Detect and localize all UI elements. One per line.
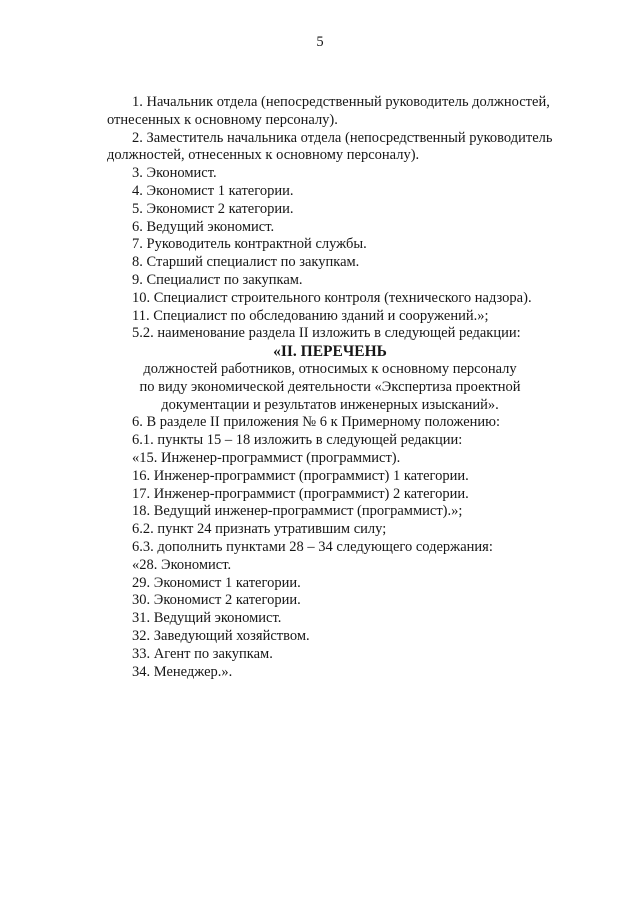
text-line: 6. Ведущий экономист. [132, 218, 275, 235]
text-line: 6.2. пункт 24 признать утратившим силу; [132, 521, 387, 538]
text-line: 5.2. наименование раздела II изложить в следующей редакции: [132, 325, 521, 342]
text-line: «II. ПЕРЕЧЕНЬ [273, 343, 387, 361]
text-line: 33. Агент по закупкам. [132, 645, 273, 662]
text-line: 3. Экономист. [132, 165, 217, 182]
text-line: 5. Экономист 2 категории. [132, 200, 294, 217]
text-line: отнесенных к основному персоналу). [107, 111, 338, 128]
text-line: 6. В разделе II приложения № 6 к Примерному положению: [132, 414, 501, 431]
text-line: 29. Экономист 1 категории. [132, 574, 301, 591]
text-line: 31. Ведущий экономист. [132, 610, 282, 627]
text-line: 9. Специалист по закупкам. [132, 271, 303, 288]
text-line: 17. Инженер-программист (программист) 2 категории. [132, 485, 469, 502]
text-line: документации и результатов инженерных изысканий». [161, 396, 499, 413]
text-line: 7. Руководитель контрактной службы. [132, 236, 367, 253]
text-line: 16. Инженер-программист (программист) 1 категории. [132, 467, 469, 484]
text-line: должностей работников, относимых к основному персоналу [143, 360, 517, 377]
document-body [107, 94, 553, 681]
text-line: «15. Инженер-программист (программист). [132, 449, 401, 466]
text-line: 18. Ведущий инженер-программист (программист).»; [132, 503, 463, 520]
page-number: 5 [316, 34, 324, 50]
text-line: 8. Старший специалист по закупкам. [132, 254, 360, 271]
text-line: по виду экономической деятельности «Экспертиза проектной [139, 378, 521, 395]
text-line: 10. Специалист строительного контроля (технического надзора). [132, 289, 532, 306]
text-line: 32. Заведующий хозяйством. [132, 627, 310, 644]
text-line: 4. Экономист 1 категории. [132, 182, 294, 199]
text-line: 6.1. пункты 15 – 18 изложить в следующей редакции: [132, 432, 463, 449]
text-line: 6.3. дополнить пунктами 28 – 34 следующего содержания: [132, 538, 493, 555]
text-line: 34. Менеджер.». [132, 663, 233, 680]
text-line: 30. Экономист 2 категории. [132, 592, 301, 609]
text-line: 1. Начальник отдела (непосредственный руководитель должностей, [132, 94, 550, 110]
text-line: должностей, отнесенных к основному персоналу). [107, 147, 420, 164]
text-line: «28. Экономист. [132, 556, 232, 573]
text-line: 11. Специалист по обследованию зданий и сооружений.»; [132, 307, 489, 324]
text-line: 2. Заместитель начальника отдела (непосредственный руководитель [132, 129, 553, 146]
